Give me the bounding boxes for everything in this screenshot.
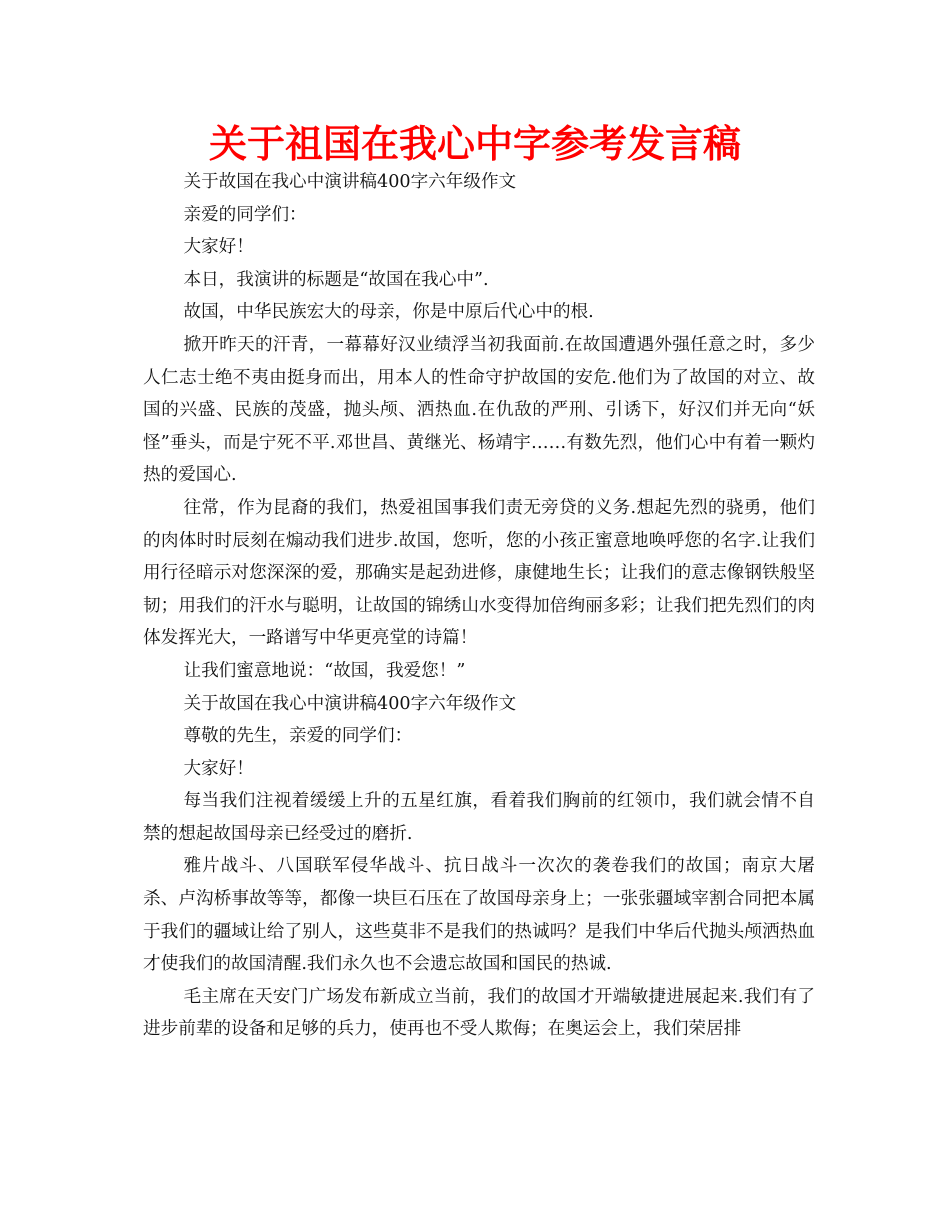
paragraph: 关于故国在我心中演讲稿400字六年级作文: [183, 172, 517, 192]
paragraph: 大家好！: [183, 758, 254, 779]
paragraph: 让我们蜜意地说：“故国，我爱您！”: [183, 660, 466, 681]
paragraph: 掀开昨天的汗青，一幕幕好汉业绩浮当初我面前.在故国遭遇外强任意之时，多少人仁志士绝不夷由挺身而出，用本人的性命守护故国的安危.他们为了故国的对立、故国的兴盛、民族的茂盛，抛头颅、洒热血.在仇敌的严刑、引诱下，好汉们并无向“妖怪”垂头，而是宁死不平.邓世昌、黄继光、杨靖宇……有数先烈，他们心中有着一颗灼热的爱国心.: [143, 334, 815, 486]
paragraph: 亲爱的同学们：: [183, 204, 307, 225]
paragraph: 关于故国在我心中演讲稿400字六年级作文: [183, 693, 517, 714]
paragraph: 毛主席在天安门广场发布新成立当前，我们的故国才开端敏捷进展起来.我们有了进步前辈的设备和足够的兵力，使再也不受人欺侮；在奥运会上，我们荣居排: [143, 986, 815, 1040]
paragraph: 大家好！: [183, 237, 254, 258]
paragraph: 本日，我演讲的标题是“故国在我心中”.: [183, 269, 489, 290]
document-title: 关于祖国在我心中字参考发言稿: [208, 122, 741, 166]
paragraph: 往常，作为昆裔的我们，热爱祖国事我们责无旁贷的义务.想起先烈的骁勇，他们的肉体时时辰刻在煽动我们进步.故国，您听，您的小孩正蜜意地唤呼您的名字.让我们用行径暗示对您深深的爱，那确实是起劲进修，康健地生长；让我们的意志像钢铁般坚韧；用我们的汗水与聪明，让故国的锦绣山水变得加倍绚丽多彩；让我们把先烈们的肉体发挥光大，一路谱写中华更亮堂的诗篇！: [143, 497, 815, 649]
paragraph: 每当我们注视着缓缓上升的五星红旗，看着我们胸前的红领巾，我们就会情不自禁的想起故国母亲已经受过的磨折.: [143, 791, 815, 844]
paragraph: 故国，中华民族宏大的母亲，你是中原后代心中的根.: [183, 302, 594, 323]
paragraph: 尊敬的先生，亲爱的同学们：: [183, 726, 413, 747]
document-body: [143, 166, 815, 1046]
paragraph: 雅片战斗、八国联军侵华战斗、抗日战斗一次次的袭卷我们的故国；南京大屠杀、卢沟桥事故等等，都像一块巨石压在了故国母亲身上；一张张疆域宰割合同把本属于我们的疆域让给了别人，这些莫非不是我们的热诚吗？是我们中华后代抛头颅洒热血才使我们的故国清醒.我们永久也不会遗忘故国和国民的热诚.: [143, 856, 815, 975]
